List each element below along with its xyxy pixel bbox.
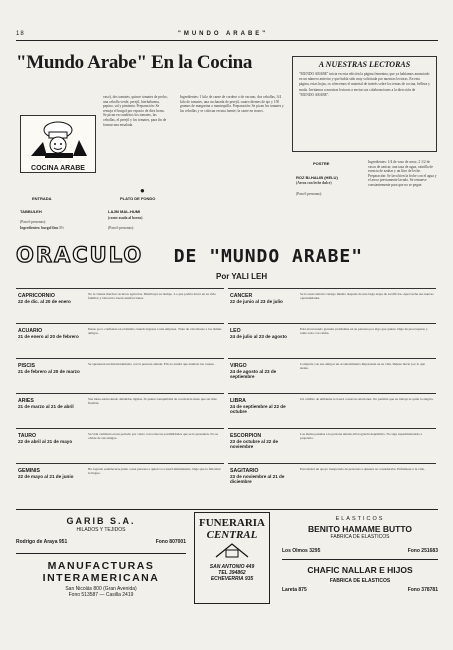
sign-name: CANCER xyxy=(230,293,253,299)
sign-row xyxy=(16,323,224,358)
sign-row xyxy=(228,288,436,323)
chafic-ad xyxy=(282,565,438,593)
elasticos-address: Los Olmos 3295 xyxy=(282,548,321,554)
garib-ad xyxy=(16,516,186,545)
manufacturas-line1: MANUFACTURAS xyxy=(47,560,155,572)
sign-dates: 21 de febrero al 20 de marzo xyxy=(18,369,80,374)
sign-dates: 22 de mayo al 21 de junio xyxy=(18,474,74,479)
sign-name: PISCIS xyxy=(18,363,36,369)
sign-name: GEMINIS xyxy=(18,468,40,474)
col1-dish: TABBULEH xyxy=(20,209,42,214)
sign-text: Está atravesando grandes problemas en su persona por algo que quiere. Deje de preocuparse y tome todo con calma. xyxy=(300,327,428,336)
col2-heading: PLATO DE FONDO xyxy=(120,196,156,201)
ads-top-rule xyxy=(16,509,438,510)
manufacturas-ad xyxy=(16,560,186,598)
sign-row xyxy=(228,393,436,428)
col3-heading: POSTRE xyxy=(313,161,330,166)
col1-heading: ENTRADA xyxy=(32,196,52,201)
chef-icon xyxy=(21,116,95,160)
sign-text: Se apresuran un distanciamiento con la persona amada. Ello le tendrá que analizar las causas. xyxy=(88,362,215,366)
garib-name: GARIB S.A. xyxy=(66,516,136,526)
sign-dates: 22 de abril al 21 de mayo xyxy=(18,439,73,444)
oraculo-word: ORACULO xyxy=(16,243,144,267)
sign-name: CAPRICORNIO xyxy=(18,293,55,299)
sign-text: Las malas pasadas a la persona amada ella lograrán deprimirlo. No siga experimentando a propósito. xyxy=(300,432,423,441)
elasticos-phone: Fono 251683 xyxy=(407,548,438,554)
funeraria-phone: TEL 394862 xyxy=(218,570,246,576)
garib-rule xyxy=(16,553,186,554)
sign-name: VIRGO xyxy=(230,363,247,369)
elasticos-sub: FABRICA DE ELASTICOS xyxy=(330,534,390,540)
sign-dates: 22 de junio al 23 de julio xyxy=(230,299,283,304)
sign-text: Un cambio de ambiente le traerá a nuevas relaciones. No permita que su trabajo le quite la alegría. xyxy=(300,397,434,401)
sign-row xyxy=(228,463,436,498)
sign-text: No le vienen muchos recursos agrícolas. Distribuya su tiempo. Lo que podría hacer en su vida familiar y laboral le traerá satisfacciones. xyxy=(88,292,216,301)
funeraria-ad xyxy=(194,512,270,604)
chafic-phone: Fono 378781 xyxy=(407,587,438,593)
sign-text: Su vida cambiará en un periodo por cierto con todas las posibilidades que se le presenten. No se olvide de sus amigos. xyxy=(88,432,219,441)
funeraria-name: FUNERARIA xyxy=(199,517,265,529)
sign-row xyxy=(16,288,224,323)
sign-text: Encontrará un apoyo inesperado de personas a quienes no consideraba. Enfréntese a la vida. xyxy=(300,467,425,471)
sign-dates: 23 de noviembre al 21 de diciembre xyxy=(230,474,285,485)
col3-body: Ingredientes: 1/4 de vaso de arroz, 2 1/2 de vasos de azúcar, una taza de agua, vainilla de esencia de azahar y un litro de leche. Preparación: Se lava bien la leche con el agua y el arroz previamente lavado. Se remueve constantemente para que no se pegue. xyxy=(368,160,437,187)
funeraria-address2: ECHEVERRIA 935 xyxy=(210,576,254,582)
manufacturas-phone: Fono 513587 — Casilla 2419 xyxy=(68,592,134,598)
readers-text: "MUNDO ARABE" inicia en esta edición la página femenina, que ya habíamos anunciado en un número anterior y que había sido muy solicitada por nuestras lectoras. En esta página, estas hojas, os ofrecemos el material de interés sobre los temas de cocina, belleza y moda. Invitamos a nuestras lectoras a enviar sus colaboraciones a la dirección de "MUNDO ARABE". xyxy=(299,72,430,97)
sign-name: SAGITARIO xyxy=(230,468,259,474)
funeraria-sub: CENTRAL xyxy=(206,529,258,541)
manufacturas-line2: INTERAMERICANA xyxy=(42,572,160,584)
sign-dates: 22 de dic. al 20 de enero xyxy=(18,299,71,304)
col2-note: (carne asada al horno) xyxy=(108,216,143,220)
horoscope-title xyxy=(16,243,438,271)
garib-address: Rodrigo de Araya 951 xyxy=(16,539,68,545)
col1-body: vaso), dos tomates, quince tomates de pecho, una cebolla verde, perejil, hierbabuena, pepino, sal y pimienta. Preparación: Se remoja el burgol por espacio de diez horas. Se pican en cuadritos los tomates, las cebollas, el perejil y los tomates, para fin de formar una ensalada. xyxy=(103,95,168,127)
sign-dates: 23 de octubre al 22 de noviembre xyxy=(230,439,278,450)
sign-row xyxy=(228,428,436,463)
col2-body: Ingredientes: 1 kilo de carne de cordero o de vacuno, dos cebollas, 3/4 kilo de tomates, una cucharada de perejil, cuatro dientes de ajo y 150 gramos de margarina o mantequilla. Preparación: Se pican los tomates y las cebollas y se colocan en una fuente; la carne en trozos. xyxy=(180,95,284,113)
sign-dates: 24 de julio al 23 de agosto xyxy=(230,334,287,339)
cooking-ornament: ● xyxy=(140,186,145,195)
cooking-logo xyxy=(20,115,96,173)
elasticos-ad xyxy=(282,516,438,554)
sign-row xyxy=(228,358,436,393)
sign-dates: 21 de marzo al 21 de abril xyxy=(18,404,74,409)
sign-row xyxy=(16,358,224,393)
sign-name: LIBRA xyxy=(230,398,246,404)
col3-note: (Arroz con leche dulce) xyxy=(296,181,332,185)
col2-dish: LAJM MAL-HUMI xyxy=(108,209,141,214)
sign-name: ARIES xyxy=(18,398,34,404)
col1-ing: Ingredientes: burgol fino 1½ xyxy=(20,226,64,230)
sign-row xyxy=(16,428,224,463)
page-number: 18 xyxy=(16,31,25,37)
elasticos-rule xyxy=(282,559,438,560)
sign-row xyxy=(16,393,224,428)
chafic-address: Lareta 875 xyxy=(282,587,307,593)
sign-text: Se le reencontrará consigo mismo después de una larga etapa de sacrificios. Aproveche sus nuevas oportunidades. xyxy=(300,292,434,301)
funeraria-address: SAN ANTONIO 449 xyxy=(209,564,255,570)
horoscope-grid xyxy=(16,288,440,500)
manufacturas-address: San Nicolás 800 (Gran Avenida) xyxy=(65,586,137,592)
readers-box xyxy=(292,56,437,152)
sign-text: Darse poco confianza en el mismo cuando ingresa a una empresa. Trate de valorizarse a los demás amigos. xyxy=(88,327,222,336)
sign-row xyxy=(228,323,436,358)
garib-sub: HILADOS Y TEJIDOS xyxy=(76,527,126,533)
col2-ing: (Para 6 personas): xyxy=(108,226,134,230)
funeraria-emblem-icon xyxy=(212,541,252,559)
col3-ing: (Para 6 personas): xyxy=(296,192,322,196)
col1-note: (Para 6 personas): xyxy=(20,220,46,224)
sign-dates: 24 de septiembre al 22 de octubre xyxy=(230,404,286,415)
cooking-title: "Mundo Arabe" En la Cocina xyxy=(16,52,253,73)
horoscope-author: Por YALI LEH xyxy=(216,272,268,281)
sign-dates: 21 de enero al 20 de febrero xyxy=(18,334,79,339)
chafic-name: CHAFIC NALLAR E HIJOS xyxy=(307,565,413,575)
sign-name: TAURO xyxy=(18,433,37,439)
sign-text: Sus ideas están siendo debatidas rígidas. Sí quiere tranquilidad de conciencia tiene que ser más flexible. xyxy=(88,397,217,406)
garib-phone: Fono 807001 xyxy=(155,539,186,545)
sign-name: LEO xyxy=(230,328,241,334)
sign-text: Ha logrado establecerse junto a una persona a quien va a usted íntimamente. Deje que la felicidad le llegue. xyxy=(88,467,221,476)
sign-name: ESCORPION xyxy=(230,433,262,439)
sign-text: Comparta con sus amigos un acontecimiento importante en su vida. Déjese llevar por lo que siente. xyxy=(300,362,425,371)
running-head: "MUNDO ARABE" xyxy=(178,31,269,37)
sign-name: ACUARIO xyxy=(18,328,43,334)
sign-row xyxy=(16,463,224,498)
elasticos-name: BENITO HAMAME BUTTO xyxy=(307,524,413,534)
elasticos-heading: ELASTICOS xyxy=(335,516,385,522)
header-rule xyxy=(16,40,438,41)
horoscope-title-rest: DE "MUNDO ARABE" xyxy=(173,246,364,267)
col3-dish: ROZ BI-HALIB (HELU) xyxy=(296,175,338,180)
readers-title: A NUESTRAS LECTORAS xyxy=(318,60,411,69)
logo-text: COCINA ARABE xyxy=(31,165,85,172)
sign-dates: 24 de agosto al 23 de septiembre xyxy=(230,369,277,380)
chafic-sub: FABRICA DE ELASTICOS xyxy=(329,578,391,584)
